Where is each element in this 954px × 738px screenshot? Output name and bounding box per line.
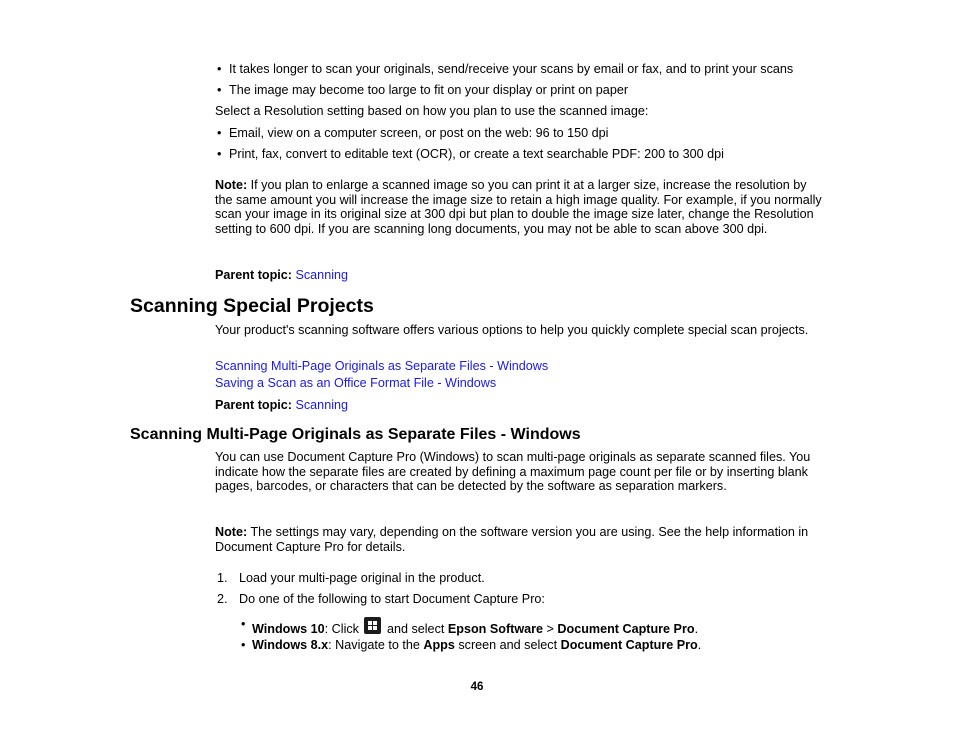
section-title: Scanning Special Projects <box>130 295 374 317</box>
instruction-text: . <box>697 638 702 652</box>
topic-link <box>215 359 548 374</box>
bullet-dot: • <box>217 83 222 97</box>
parent-topic <box>215 268 348 283</box>
instruction-text: : Navigate to the <box>328 638 424 652</box>
note-label: Note: <box>215 178 248 192</box>
bullet-dot: • <box>241 617 246 631</box>
bullet-item: It takes longer to scan your originals, send/receive your scans by email or fax, and to print your scans <box>229 62 794 76</box>
app-name: Document Capture Pro <box>560 638 698 652</box>
parent-topic-label: Parent topic: <box>215 398 292 412</box>
note-resolution <box>215 178 825 236</box>
topic-link <box>215 376 496 391</box>
instruction-text: . <box>694 622 699 636</box>
page-number: 46 <box>470 681 484 693</box>
section-intro: Your product's scanning software offers various options to help you quickly complete special scan projects. <box>215 323 809 337</box>
note-label: Note: <box>215 525 248 539</box>
os-label: Windows 8.x <box>252 638 329 652</box>
step-number: 2. <box>217 592 228 606</box>
parent-topic-link[interactable]: Scanning <box>295 398 348 412</box>
instruction-text: and select <box>383 622 448 636</box>
parent-topic-label: Parent topic: <box>215 268 292 282</box>
instruction-text: screen and select <box>454 638 561 652</box>
subsection-title: Scanning Multi-Page Originals as Separate Files - Windows <box>130 426 581 443</box>
windows8-instruction <box>252 638 701 653</box>
bullet-dot: • <box>241 638 246 652</box>
link-office-format[interactable]: Saving a Scan as an Office Format File - Windows <box>215 376 497 390</box>
link-multi-page[interactable]: Scanning Multi-Page Originals as Separate Files - Windows <box>215 359 549 373</box>
parent-topic <box>215 398 348 413</box>
app-name: Document Capture Pro <box>557 622 695 636</box>
bullet-item: The image may become too large to fit on your display or print on paper <box>229 83 629 97</box>
bullet-dot: • <box>217 126 222 140</box>
windows-logo-icon <box>364 617 381 634</box>
step-number: 1. <box>217 571 228 585</box>
step-text: Load your multi-page original in the product. <box>239 571 485 585</box>
note-text: If you plan to enlarge a scanned image so you can print it at a larger size, increase the resolution by the same amount you will increase the image size to retain a high image quality. For example, if you normally scan your image in its original size at 300 dpi but plan to double the image size later, change the Resolution setting to 600 dpi. If you are scanning long documents, you may not be able to scan above 300 dpi. <box>215 178 822 236</box>
parent-topic-link[interactable]: Scanning <box>295 268 348 282</box>
note-settings <box>215 525 825 554</box>
menu-name: Epson Software <box>447 622 544 636</box>
bullet-dot: • <box>217 147 222 161</box>
resolution-intro: Select a Resolution setting based on how you plan to use the scanned image: <box>215 104 649 118</box>
note-text: The settings may vary, depending on the software version you are using. See the help information in Document Capture Pro for details. <box>215 525 809 554</box>
os-label: Windows 10 <box>252 622 325 636</box>
bullet-item: Print, fax, convert to editable text (OCR), or create a text searchable PDF: 200 to 300 dpi <box>229 147 724 161</box>
step-text: Do one of the following to start Document Capture Pro: <box>239 592 545 606</box>
bullet-dot: • <box>217 62 222 76</box>
screen-name: Apps <box>423 638 455 652</box>
windows10-instruction <box>252 617 698 637</box>
instruction-text: > <box>543 622 558 636</box>
bullet-item: Email, view on a computer screen, or post on the web: 96 to 150 dpi <box>229 126 609 140</box>
subsection-intro: You can use Document Capture Pro (Windows) to scan multi-page originals as separate scanned files. You indicate how the separate files are created by defining a maximum page count per file or by inserting blank pages, barcodes, or characters that can be detected by the software as separation markers. <box>215 450 811 494</box>
instruction-text: : Click <box>324 622 363 636</box>
